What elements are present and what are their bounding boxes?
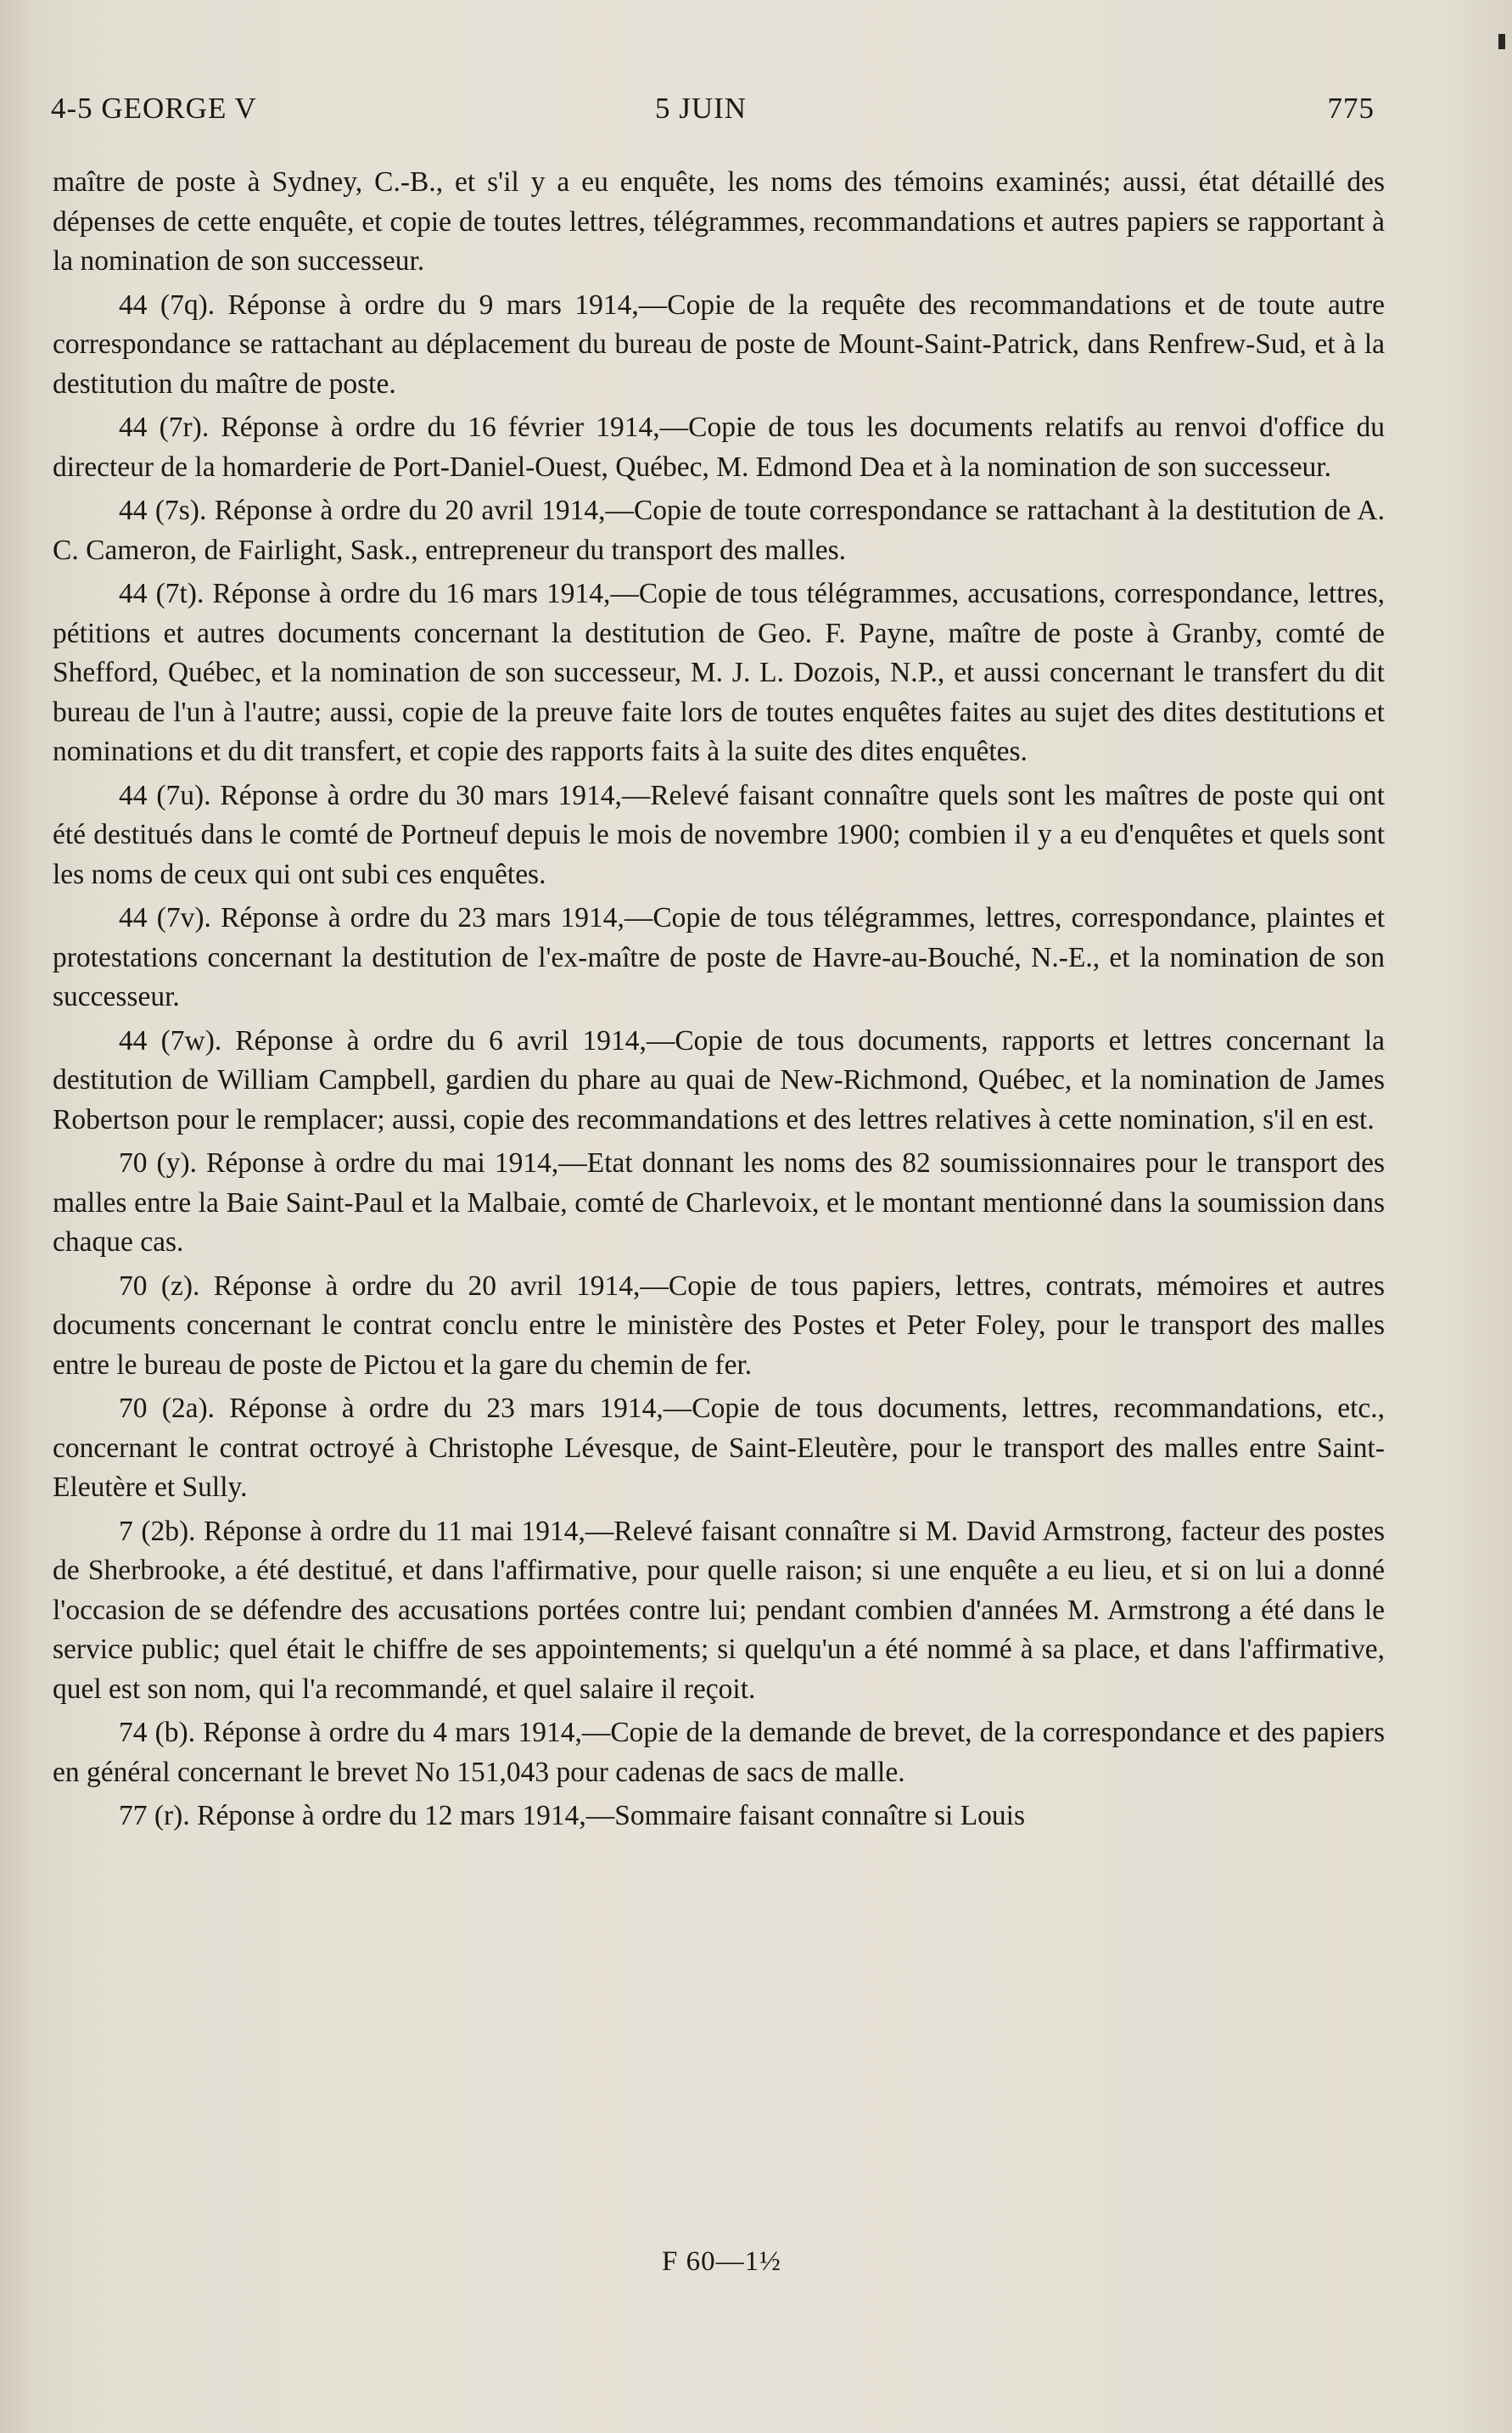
paragraph (53, 1267, 1385, 1386)
paragraph-ref: 44 (7v). (119, 902, 211, 933)
paragraph-text: Réponse à ordre du 6 avril 1914,—Copie de tous documents, rapports et lettres concernant la destitution de William Campbell, gardien du phare au quai de New-Richmond, Québec, et la nomination de James Robertson pour le remplacer; aussi, copie des recommandations et des lettres relatives à cette nomination, s'il en est. (53, 1024, 1385, 1135)
paragraph-text: Réponse à ordre du 30 mars 1914,—Relevé faisant connaître quels sont les maîtres de poste qui ont été destitués dans le comté de Portneuf depuis le mois de novembre 1900; combien il y a eu d'enquêtes et quels sont les noms de ceux qui ont subi ces enquêtes. (53, 779, 1385, 890)
paragraph-text: Réponse à ordre du 11 mai 1914,—Relevé faisant connaître si M. David Armstrong, facteur des postes de Sherbrooke, a été destitué, et dans l'affirmative, pour quelle raison; si une enquête a eu lieu, et si on lui a donné l'occasion de se défendre des accusations portées contre lui; pendant combien d'années M. Armstrong a été dans le service public; quel était le chiffre de ses appointements; si quelqu'un a été nommé à sa place, et dans l'affirmative, quel est son nom, qui l'a recommandé, et quel salaire il reçoit. (53, 1515, 1386, 1705)
paragraph (53, 1797, 1385, 1836)
page-number: 775 (1327, 92, 1375, 125)
paragraph-text: Réponse à ordre du 12 mars 1914,—Sommaire faisant connaître si Louis (197, 1800, 1026, 1831)
paragraph-ref: 70 (2a). (119, 1393, 215, 1424)
header-date: 5 JUIN (655, 92, 748, 125)
paragraph (53, 1512, 1385, 1710)
paragraph-ref: 70 (y). (119, 1147, 197, 1179)
paragraph-text: maître de poste à Sydney, C.-B., et s'il y a eu enquête, les noms des témoins examinés; aussi, état détaillé des dépenses de cette enquête, et copie de toutes lettres, télégrammes, recommandations et autres papiers se rapportant à la nomination de son successeur. (53, 166, 1385, 277)
paragraph-ref: 70 (z). (119, 1270, 200, 1302)
paragraph (53, 1144, 1385, 1263)
paragraph (53, 286, 1385, 405)
paragraph-ref: 7 (2b). (119, 1515, 196, 1547)
paragraph-ref: 77 (r). (119, 1800, 190, 1831)
paragraph-text: Réponse à ordre du 16 février 1914,—Copie de tous les documents relatifs au renvoi d'office du directeur de la homarderie de Port-Daniel-Ouest, Québec, M. Edmond Dea et à la nomination de son successeur. (53, 412, 1386, 483)
paragraph-ref: 44 (7w). (119, 1024, 222, 1057)
paragraph (53, 1022, 1385, 1141)
paragraph-ref: 44 (7s). (119, 495, 207, 526)
paragraph-text: Réponse à ordre du 4 mars 1914,—Copie de la demande de brevet, de la correspondance et des papiers en général concernant le brevet No 151,043 pour cadenas de sacs de malle. (53, 1717, 1385, 1788)
paragraph-text: Réponse à ordre du 23 mars 1914,—Copie de tous documents, lettres, recommandations, etc., concernant le contrat octroyé à Christophe Lévesque, de Saint-Eleutère, pour le transport des malles entre Saint-Eleutère et Sully. (53, 1393, 1385, 1503)
paragraph-text: Réponse à ordre du 16 mars 1914,—Copie de tous télégrammes, accusations, correspondance, lettres, pétitions et autres documents concernant la destitution de Geo. F. Payne, maître de poste à Granby, comté de Shefford, Québec, et la nomination de son successeur, M. J. L. Dozois, N.P., et aussi concernant le transfert du dit bureau de l'un à l'autre; aussi, copie de la preuve faite lors de toutes enquêtes faites au sujet des dites destitutions et nominations et du dit transfert, et copie des rapports faits à la suite des dites enquêtes. (53, 578, 1385, 767)
page-edge-mark (1498, 34, 1505, 49)
paragraph (53, 1389, 1385, 1508)
paragraph-text: Réponse à ordre du 9 mars 1914,—Copie de la requête des recommandations et de toute autre correspondance se rattachant au déplacement du bureau de poste de Mount-Saint-Patrick, dans Renfrew-Sud, et à la destitution du maître de poste. (53, 289, 1386, 400)
page-header (51, 92, 1375, 134)
paragraph-text: Réponse à ordre du mai 1914,—Etat donnant les noms des 82 soumissionnaires pour le transport des malles entre la Baie Saint-Paul et la Malbaie, comté de Charlevoix, et le montant mentionné dans la soumission dans chaque cas. (53, 1147, 1386, 1258)
paragraph-ref: 74 (b). (119, 1717, 196, 1748)
paragraph-ref: 44 (7r). (119, 412, 210, 443)
paragraph (53, 776, 1385, 895)
paragraph-ref: 44 (7t). (119, 578, 204, 609)
header-session: 4-5 GEORGE V (51, 92, 257, 125)
paragraph (53, 408, 1385, 487)
paragraph (53, 1713, 1385, 1792)
paragraph-text: Réponse à ordre du 20 avril 1914,—Copie de toute correspondance se rattachant à la destitution de A. C. Cameron, de Fairlight, Sask., entrepreneur du transport des malles. (53, 495, 1385, 566)
paragraph-text: Réponse à ordre du 20 avril 1914,—Copie de tous papiers, lettres, contrats, mémoires et autres documents concernant le contrat conclu entre le ministère des Postes et Peter Foley, pour le transport des malles entre le bureau de poste de Pictou et la gare du chemin de fer. (53, 1270, 1385, 1381)
paragraph (53, 491, 1385, 570)
paragraph (53, 899, 1385, 1017)
page-footer-signature: F 60—1½ (662, 2246, 781, 2277)
document-body (53, 163, 1385, 1841)
paragraph-ref: 44 (7u). (119, 779, 211, 811)
paragraph-text: Réponse à ordre du 23 mars 1914,—Copie de tous télégrammes, lettres, correspondance, plaintes et protestations concernant la destitution de l'ex-maître de poste de Havre-au-Bouché, N.-E., et la nomination de son successeur. (53, 902, 1386, 1012)
paragraph-ref: 44 (7q). (119, 289, 216, 321)
paragraph (53, 575, 1385, 772)
paragraph (53, 163, 1385, 282)
